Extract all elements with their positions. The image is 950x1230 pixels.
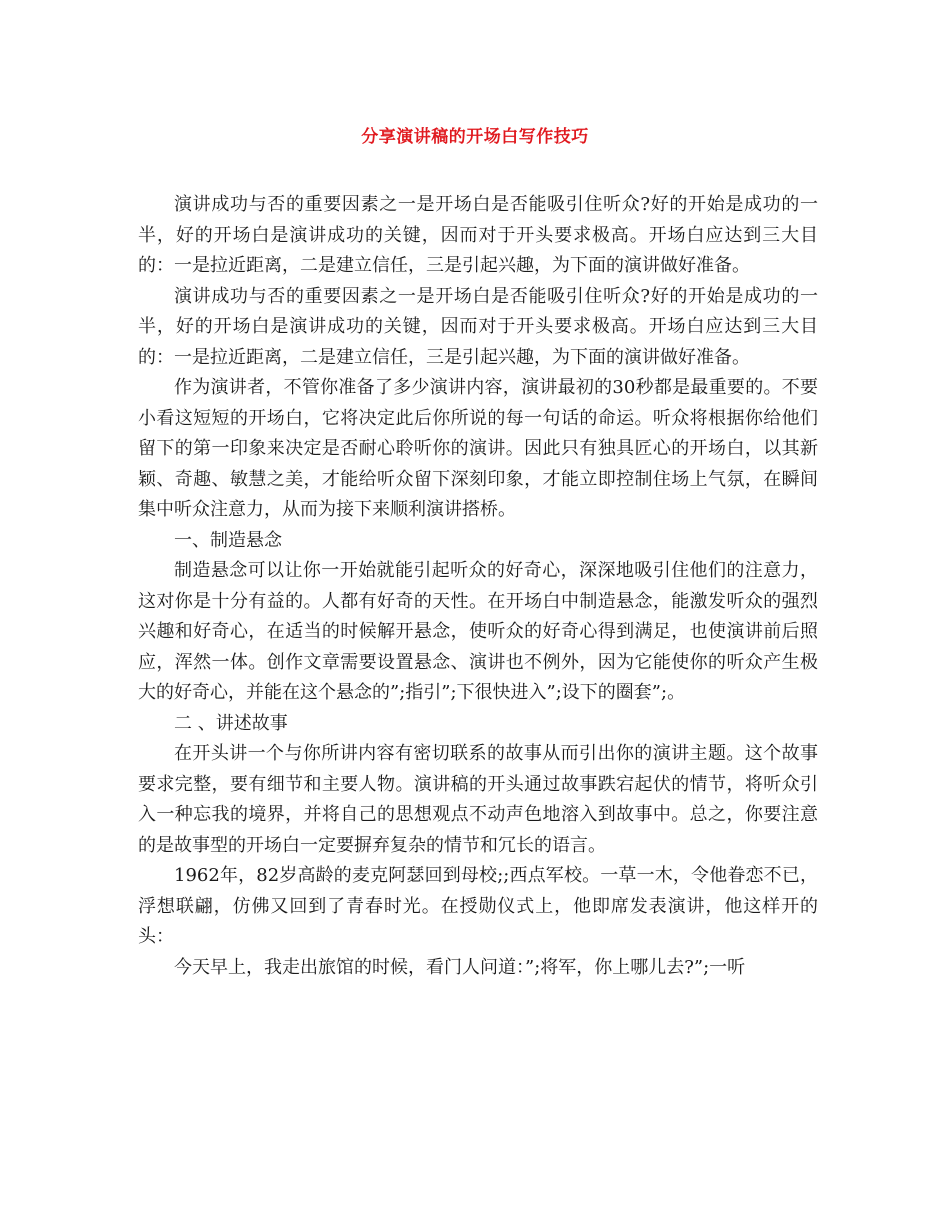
paragraph: 在开头讲一个与你所讲内容有密切联系的故事从而引出你的演讲主题。这个故事要求完整，要有细节和主要人物。演讲稿的开头通过故事跌宕起伏的情节，将听众引入一种忘我的境界，并将自己的思想观点不动声色地溶入到故事中。总之，你要注意的是故事型的开场白一定要摒弃复杂的情节和冗长的语言。 — [138, 743, 818, 856]
document-body — [138, 190, 818, 983]
paragraph: 今天早上，我走出旅馆的时候，看门人问道：”;将军，你上哪儿去?”;一听 — [174, 956, 746, 978]
section-heading: 二 、讲述故事 — [174, 712, 288, 734]
paragraph: 作为演讲者，不管你准备了多少演讲内容，演讲最初的30秒都是最重要的。不要小看这短短的开场白，它将决定此后你所说的每一句话的命运。听众将根据你给他们留下的第一印象来决定是否耐心聆听你的演讲。因此只有独具匠心的开场白，以其新颖、奇趣、敏慧之美，才能给听众留下深刻印象，才能立即控制住场上气氛，在瞬间集中听众注意力，从而为接下来顺利演讲搭桥。 — [138, 377, 818, 520]
paragraph: 演讲成功与否的重要因素之一是开场白是否能吸引住听众?好的开始是成功的一半，好的开场白是演讲成功的关键，因而对于开头要求极高。开场白应达到三大目的：一是拉近距离，二是建立信任，三是引起兴趣，为下面的演讲做好准备。 — [138, 194, 818, 276]
paragraph: 1962年，82岁高龄的麦克阿瑟回到母校;;西点军校。一草一木，令他眷恋不已，浮想联翩，仿佛又回到了青春时光。在授勋仪式上，他即席发表演讲，他这样开的头： — [138, 865, 818, 947]
paragraph: 演讲成功与否的重要因素之一是开场白是否能吸引住听众?好的开始是成功的一半，好的开场白是演讲成功的关键，因而对于开头要求极高。开场白应达到三大目的：一是拉近距离，二是建立信任，三是引起兴趣，为下面的演讲做好准备。 — [138, 285, 818, 368]
document-title: 分享演讲稿的开场白写作技巧 — [361, 127, 589, 147]
paragraph: 制造悬念可以让你一开始就能引起听众的好奇心，深深地吸引住他们的注意力，这对你是十分有益的。人都有好奇的天性。在开场白中制造悬念，能激发听众的强烈兴趣和好奇心，在适当的时候解开悬念，使听众的好奇心得到满足，也使演讲前后照应，浑然一体。创作文章需要设置悬念、演讲也不例外，因为它能使你的听众产生极大的好奇心，并能在这个悬念的”;指引”;下很快进入”;设下的圈套”;。 — [138, 560, 818, 703]
section-heading: 一、制造悬念 — [174, 529, 282, 551]
